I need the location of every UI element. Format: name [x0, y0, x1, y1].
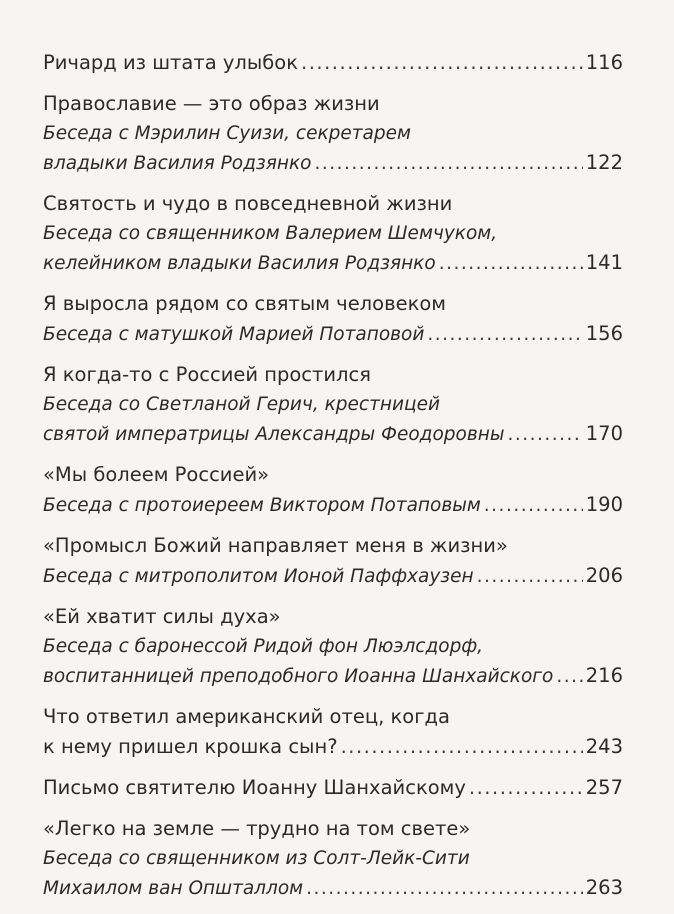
toc-entry-title — [43, 814, 623, 844]
toc-entry — [43, 48, 623, 78]
toc-entry — [43, 702, 623, 762]
toc-entry-subtitle — [43, 248, 623, 278]
dot-leader — [439, 249, 583, 278]
toc-entry-subtitle — [43, 148, 623, 178]
page-number: 216 — [585, 664, 623, 687]
toc-entry-text: Беседа со священником из Солт-Лейк-Сити — [43, 848, 470, 869]
toc-entry-title — [43, 732, 623, 762]
dot-leader — [301, 48, 583, 78]
toc-entry-subtitle — [43, 561, 623, 591]
toc-entry-title — [43, 602, 623, 632]
page-number: 257 — [585, 776, 623, 799]
toc-entry-text: владыки Василия Родзянко — [43, 153, 312, 174]
toc-entry — [43, 89, 623, 178]
toc-entry-text: «Ей хватит силы духа» — [43, 605, 281, 628]
page-number: 156 — [585, 322, 623, 345]
toc-entry-text: «Мы болеем Россией» — [43, 463, 270, 486]
toc-entry — [43, 814, 623, 903]
toc-entry-text: Православие — это образ жизни — [43, 92, 380, 115]
toc-entry-subtitle — [43, 844, 623, 873]
dot-leader — [314, 149, 582, 178]
toc-entry-text: святой императрицы Александры Феодоровны — [43, 424, 505, 445]
toc-entry-title — [43, 189, 623, 219]
toc-entry-title — [43, 89, 623, 119]
toc-entry-text: келейником владыки Василия Родзянко — [43, 253, 436, 274]
dot-leader — [306, 874, 583, 903]
toc-entry-text: Беседа с митрополитом Ионой Паффхаузен — [43, 566, 474, 587]
toc-entry-title — [43, 360, 623, 390]
page-number: 263 — [585, 876, 623, 899]
page-number: 116 — [585, 51, 623, 74]
toc-entry — [43, 531, 623, 591]
toc-entry-subtitle — [43, 490, 623, 520]
page-number: 170 — [585, 422, 623, 445]
toc-entry-subtitle — [43, 873, 623, 903]
toc-entry-text: Михаилом ван Општаллом — [43, 878, 304, 899]
dot-leader — [477, 562, 583, 591]
toc-entry-subtitle — [43, 390, 623, 419]
toc-entry-text: «Легко на земле — трудно на том свете» — [43, 817, 471, 840]
toc-entry-text: Беседа с протоиереем Виктором Потаповым — [43, 495, 481, 516]
toc-entry — [43, 289, 623, 349]
dot-leader — [469, 773, 583, 803]
toc-entry — [43, 602, 623, 691]
dot-leader — [427, 320, 582, 349]
dot-leader — [341, 732, 583, 762]
toc-entry-text: Святость и чудо в повседневной жизни — [43, 192, 453, 215]
toc-entry — [43, 189, 623, 278]
toc-entry-text: к нему пришел крошка сын? — [43, 735, 338, 758]
toc-entry-title — [43, 460, 623, 490]
toc-entry-title — [43, 289, 623, 319]
toc-entry-title — [43, 48, 623, 78]
toc-entry-title — [43, 773, 623, 803]
toc-entry-text: Ричард из штата улыбок — [43, 51, 298, 74]
page-number: 141 — [585, 251, 623, 274]
page-number: 190 — [585, 493, 623, 516]
toc-entry-subtitle — [43, 219, 623, 248]
toc-entry-text: Я выросла рядом со святым человеком — [43, 292, 446, 315]
toc-entry — [43, 773, 623, 803]
page-number: 206 — [585, 564, 623, 587]
toc-entry-text: Беседа со Светланой Герич, крестницей — [43, 394, 440, 415]
table-of-contents — [43, 48, 623, 914]
page-number: 122 — [585, 151, 623, 174]
toc-entry-title — [43, 531, 623, 561]
toc-entry-text: Письмо святителю Иоанну Шанхайскому — [43, 776, 466, 799]
toc-entry-text: Я когда-то с Россией простился — [43, 363, 371, 386]
toc-entry-text: воспитанницей преподобного Иоанна Шанхайского — [43, 666, 554, 687]
toc-entry-subtitle — [43, 661, 623, 691]
toc-entry-text: Беседа с Мэрилин Суизи, секретарем — [43, 123, 411, 144]
toc-entry-title — [43, 702, 623, 732]
toc-entry — [43, 360, 623, 449]
dot-leader — [484, 491, 583, 520]
dot-leader — [556, 662, 582, 691]
toc-entry-text: Беседа со священником Валерием Шемчуком, — [43, 223, 498, 244]
toc-entry-text: Что ответил американский отец, когда — [43, 705, 450, 728]
toc-entry-text: Беседа с баронессой Ридой фон Люэлсдорф, — [43, 636, 484, 657]
toc-entry-subtitle — [43, 632, 623, 661]
toc-entry-subtitle — [43, 319, 623, 349]
toc-entry — [43, 460, 623, 520]
toc-entry-subtitle — [43, 419, 623, 449]
toc-entry-text: «Промысл Божий направляет меня в жизни» — [43, 534, 508, 557]
page-number: 243 — [585, 735, 623, 758]
toc-entry-text: Беседа с матушкой Марией Потаповой — [43, 324, 425, 345]
dot-leader — [507, 420, 582, 449]
toc-entry-subtitle — [43, 119, 623, 148]
